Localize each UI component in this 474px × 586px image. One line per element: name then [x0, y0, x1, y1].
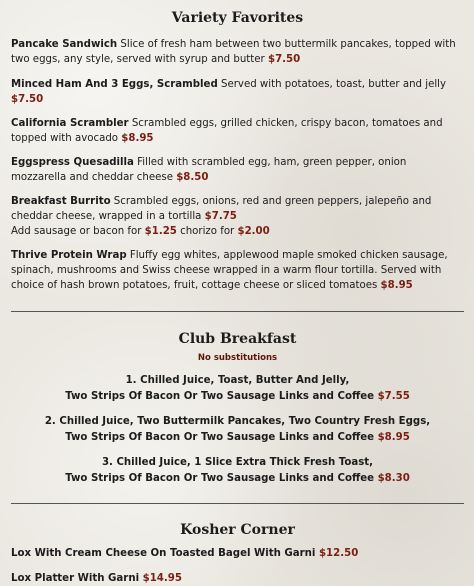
item-price: $12.50 [318, 548, 359, 559]
combo-line: Two Strips Of Bacon Or Two Sausage Links and Coffee [65, 473, 378, 484]
combo-line: 2. Chilled Juice, Two Buttermilk Pancakes, Two Country Fresh Eggs, [44, 416, 431, 427]
item-description: Served with potatoes, toast, butter and jelly [217, 79, 447, 90]
addon-price-chorizo: $2.00 [237, 226, 270, 237]
combo-price: $7.55 [377, 391, 410, 402]
item-name: Pancake Sandwich [11, 39, 118, 50]
menu-item-thrive-protein-wrap [11, 248, 464, 293]
item-description: Fluffy egg whites, applewood maple smoked chicken sausage, spinach, mushrooms and Swiss cheese wrapped in a warm flour tortilla. Served with choice of hash brown potatoes, fruit, cottage cheese or sliced tomatoes [11, 250, 448, 291]
item-price: $7.50 [267, 54, 301, 65]
item-name: Thrive Protein Wrap [11, 250, 127, 261]
item-name: Eggspress Quesadilla [11, 157, 134, 168]
variety-favorites-heading: Variety Favorites [171, 10, 304, 26]
menu-item-pancake-sandwich [11, 37, 464, 67]
combo-line: Two Strips Of Bacon Or Two Sausage Links and Coffee [65, 432, 378, 443]
kosher-corner-heading: Kosher Corner [180, 522, 295, 538]
menu-item-eggspress-quesadilla [11, 155, 464, 185]
section-divider [11, 311, 464, 312]
combo-line: 3. Chilled Juice, 1 Slice Extra Thick Fresh Toast, [101, 457, 374, 468]
item-price: $14.95 [142, 573, 182, 584]
item-name: Lox Platter With Garni [11, 573, 143, 584]
menu-item-california-scrambler [11, 116, 464, 146]
kosher-item-lox-bagel [11, 546, 464, 561]
item-description: Scrambled eggs, grilled chicken, crispy bacon, tomatoes and topped with avocado [11, 118, 443, 144]
no-substitutions-note: No substitutions [197, 353, 278, 363]
combo-line: 1. Chilled Juice, Toast, Butter And Jelly, [125, 375, 350, 386]
item-name: Lox With Cream Cheese On Toasted Bagel With Garni [11, 548, 319, 559]
club-combo-1 [11, 373, 464, 405]
item-name: California Scrambler [11, 118, 129, 129]
combo-line: Two Strips Of Bacon Or Two Sausage Links and Coffee [65, 391, 378, 402]
addon-text: Add sausage or bacon for [11, 226, 145, 237]
club-combo-3 [11, 455, 464, 487]
combo-price: $8.30 [377, 473, 410, 484]
club-breakfast-heading: Club Breakfast [178, 331, 297, 347]
item-name: Breakfast Burrito [11, 196, 111, 207]
item-description: Scrambled eggs, onions, red and green peppers, jalepeño and cheddar cheese, wrapped in a tortilla [11, 196, 432, 222]
combo-price: $8.95 [377, 432, 410, 443]
item-description: Slice of fresh ham between two buttermilk pancakes, topped with two eggs, any style, served with syrup and butter [11, 39, 456, 65]
menu-item-breakfast-burrito [11, 194, 464, 239]
item-price: $7.75 [204, 211, 237, 222]
item-price: $8.50 [176, 172, 209, 183]
item-price: $8.95 [121, 133, 154, 144]
addon-text-chorizo: chorizo for [176, 226, 238, 237]
item-price: $7.50 [11, 94, 44, 105]
item-description: Filled with scrambled egg, ham, green pepper, onion mozzarella and cheddar cheese [11, 157, 407, 183]
kosher-item-lox-platter [11, 571, 464, 586]
item-price: $8.95 [380, 280, 413, 291]
club-combo-2 [11, 414, 464, 446]
addon-price: $1.25 [144, 226, 177, 237]
item-name: Minced Ham And 3 Eggs, Scrambled [11, 79, 218, 90]
section-divider [11, 503, 464, 504]
menu-item-minced-ham [11, 77, 464, 107]
